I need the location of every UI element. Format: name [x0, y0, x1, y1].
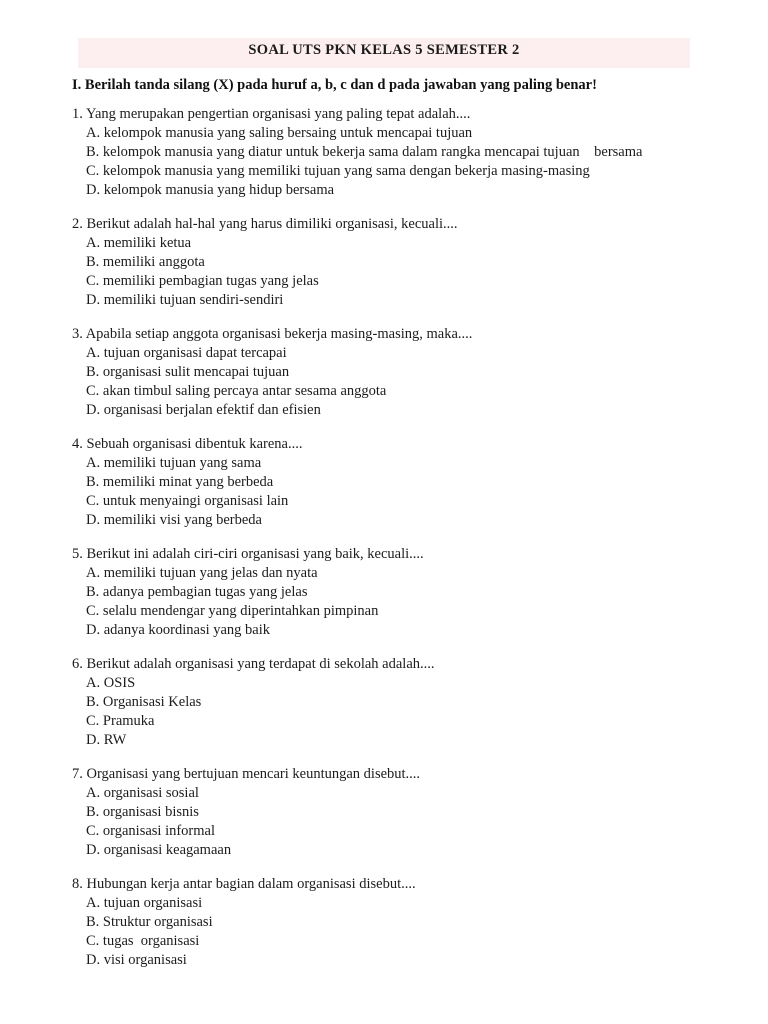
question-item [72, 215, 712, 310]
question-option: D. memiliki visi yang berbeda [86, 512, 262, 528]
question-option: B. organisasi sulit mencapai tujuan [86, 364, 290, 380]
question-option: B. memiliki minat yang berbeda [86, 474, 274, 490]
question-option: D. RW [86, 732, 127, 748]
question-item [72, 655, 712, 750]
question-option: A. memiliki tujuan yang jelas dan nyata [86, 565, 318, 581]
question-option: D. visi organisasi [86, 952, 187, 968]
question-option: A. kelompok manusia yang saling bersaing untuk mencapai tujuan [86, 125, 473, 141]
instruction-line: I. Berilah tanda silang (X) pada huruf a, b, c dan d pada jawaban yang paling benar! [72, 77, 597, 93]
question-stem: 5. Berikut ini adalah ciri-ciri organisasi yang baik, kecuali.... [72, 546, 424, 562]
question-stem: 4. Sebuah organisasi dibentuk karena.... [72, 436, 303, 452]
question-stem: 2. Berikut adalah hal-hal yang harus dimiliki organisasi, kecuali.... [72, 216, 458, 232]
question-option: A. memiliki tujuan yang sama [86, 455, 262, 471]
question-stem: 3. Apabila setiap anggota organisasi bekerja masing-masing, maka.... [72, 326, 473, 342]
question-item [72, 435, 712, 530]
question-option: B. organisasi bisnis [86, 804, 199, 820]
question-option: C. akan timbul saling percaya antar sesama anggota [86, 383, 387, 399]
question-option: C. kelompok manusia yang memiliki tujuan yang sama dengan bekerja masing-masing [86, 163, 590, 179]
question-option: C. untuk menyaingi organisasi lain [86, 493, 289, 509]
question-stem: 6. Berikut adalah organisasi yang terdapat di sekolah adalah.... [72, 656, 435, 672]
question-option: A. memiliki ketua [86, 235, 192, 251]
question-list [72, 105, 712, 985]
question-item [72, 765, 712, 860]
question-option: B. Struktur organisasi [86, 914, 213, 930]
question-option: A. OSIS [86, 675, 136, 691]
question-option: A. tujuan organisasi dapat tercapai [86, 345, 287, 361]
question-item [72, 325, 712, 420]
question-stem: 1. Yang merupakan pengertian organisasi yang paling tepat adalah.... [72, 106, 471, 122]
question-option: B. kelompok manusia yang diatur untuk bekerja sama dalam rangka mencapai tujuan bersama [86, 144, 643, 160]
question-option: C. Pramuka [86, 713, 155, 729]
question-option: C. memiliki pembagian tugas yang jelas [86, 273, 319, 289]
question-item [72, 875, 712, 970]
question-option: D. organisasi berjalan efektif dan efisien [86, 402, 321, 418]
question-option: A. organisasi sosial [86, 785, 199, 801]
question-option: B. memiliki anggota [86, 254, 205, 270]
page-title: SOAL UTS PKN KELAS 5 SEMESTER 2 [248, 42, 520, 58]
question-option: C. selalu mendengar yang diperintahkan pimpinan [86, 603, 379, 619]
question-option: D. organisasi keagamaan [86, 842, 232, 858]
question-option: C. organisasi informal [86, 823, 216, 839]
question-item [72, 545, 712, 640]
question-option: B. Organisasi Kelas [86, 694, 202, 710]
question-stem: 8. Hubungan kerja antar bagian dalam organisasi disebut.... [72, 876, 416, 892]
question-option: D. adanya koordinasi yang baik [86, 622, 271, 638]
question-option: D. kelompok manusia yang hidup bersama [86, 182, 335, 198]
question-stem: 7. Organisasi yang bertujuan mencari keuntungan disebut.... [72, 766, 421, 782]
question-option: B. adanya pembagian tugas yang jelas [86, 584, 308, 600]
question-option: A. tujuan organisasi [86, 895, 203, 911]
question-option: C. tugas organisasi [86, 933, 200, 949]
question-option: D. memiliki tujuan sendiri-sendiri [86, 292, 284, 308]
question-item [72, 105, 712, 200]
